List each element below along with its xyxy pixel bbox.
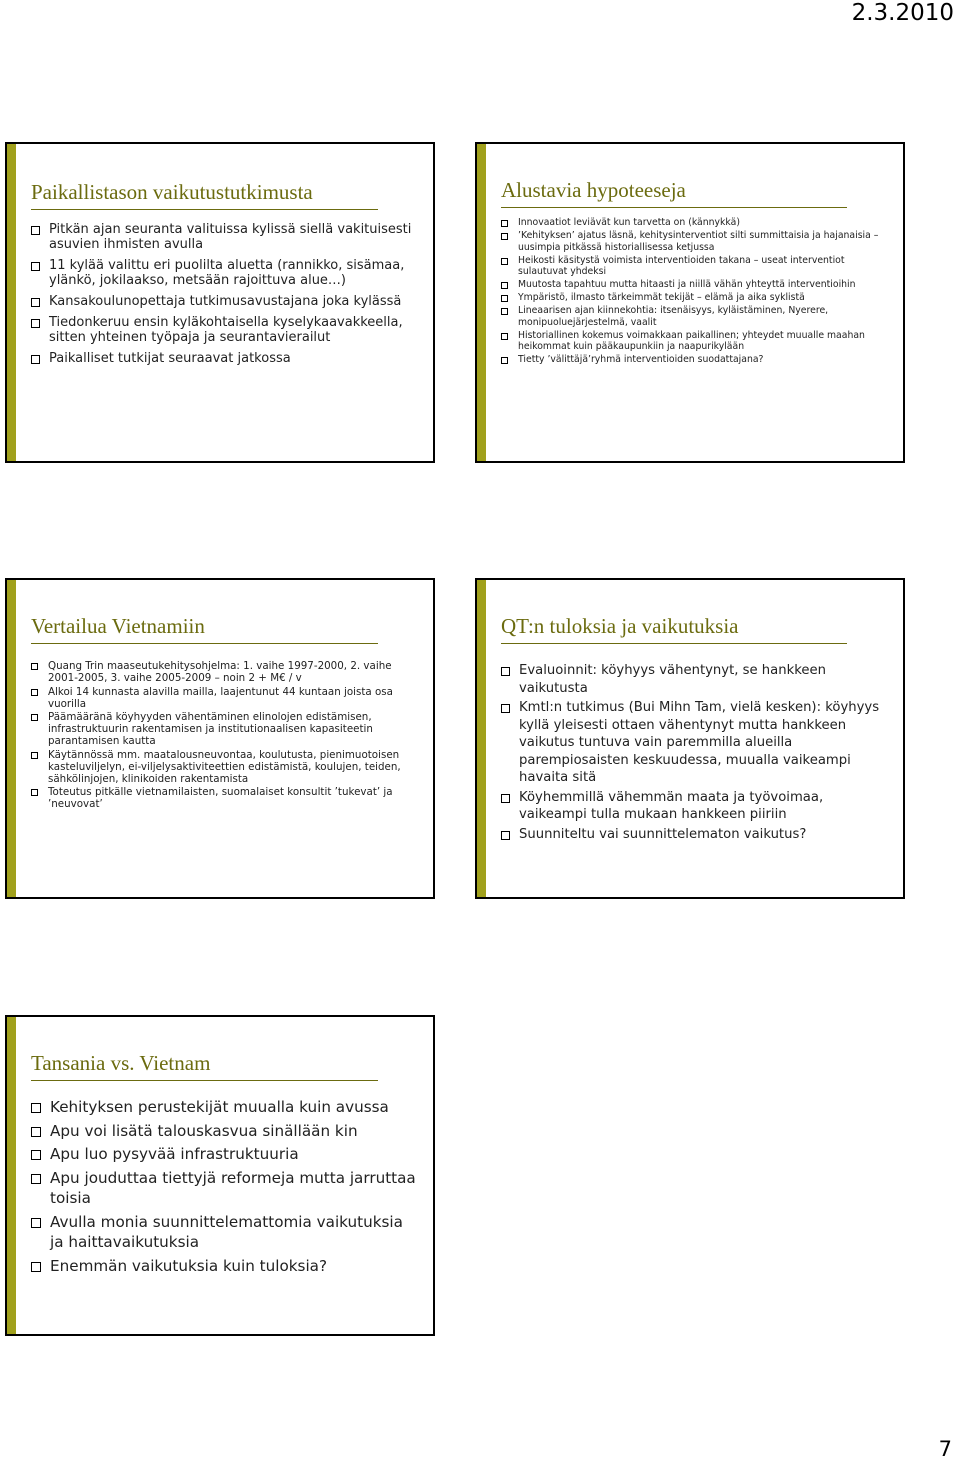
list-item — [31, 351, 419, 366]
list-item — [31, 222, 419, 252]
bullet-text: Suunniteltu vai suunnittelematon vaikutus? — [519, 826, 807, 842]
bullet-text: 11 kylää valittu eri puolilta aluetta (rannikko, sisämaa, ylänkö, jokilaakso, metsään rajoittuva alue…) — [49, 258, 405, 288]
square-bullet-icon — [501, 704, 510, 713]
bullet-text: Evaluoinnit: köyhyys vähentynyt, se hankkeen vaikutusta — [519, 663, 826, 696]
bullet-text: Kehityksen perustekijät muualla kuin avussa — [50, 1098, 389, 1116]
slide-vertailua-vietnamiin — [5, 578, 435, 899]
slide-title: Paikallistason vaikutustutkimusta — [31, 180, 378, 210]
page-date: 2.3.2010 — [851, 0, 954, 26]
slide-tansania-vs-vietnam — [5, 1015, 435, 1336]
list-item — [31, 1121, 419, 1142]
slide-alustavia-hypoteeseja — [475, 142, 905, 463]
list-item — [31, 1097, 419, 1118]
list-item — [501, 789, 889, 824]
square-bullet-icon — [31, 298, 40, 307]
slide-accent-bar — [7, 1017, 16, 1334]
slide-title: Alustavia hypoteeseja — [501, 178, 847, 208]
bullet-text: Alkoi 14 kunnasta alavilla mailla, laajentunut 44 kuntaan joista osa vuorilla — [48, 685, 393, 710]
list-item — [31, 1144, 419, 1165]
slide-title: Tansania vs. Vietnam — [31, 1051, 378, 1081]
bullet-list — [501, 662, 889, 843]
list-item — [31, 315, 419, 345]
list-item — [31, 294, 419, 309]
square-bullet-icon — [31, 689, 38, 696]
square-bullet-icon — [501, 667, 510, 676]
bullet-text: Quang Trin maaseutukehitysohjelma: 1. vaihe 1997-2000, 2. vaihe 2001-2005, 3. vaihe 2005-2009 – noin 2 + M€ / v — [48, 660, 392, 684]
square-bullet-icon — [501, 220, 508, 227]
square-bullet-icon — [31, 1127, 41, 1137]
bullet-list — [31, 660, 419, 810]
list-item — [31, 786, 419, 810]
square-bullet-icon — [501, 831, 510, 840]
list-item — [31, 1168, 419, 1209]
square-bullet-icon — [501, 295, 508, 302]
square-bullet-icon — [31, 789, 38, 796]
page-number: 7 — [938, 1437, 952, 1461]
slide-accent-bar — [477, 144, 486, 461]
list-item — [31, 686, 419, 710]
bullet-list — [501, 217, 889, 366]
list-item — [501, 305, 889, 328]
bullet-text: Tietty ’välittäjä’ryhmä interventioiden suodattajana? — [518, 354, 764, 365]
list-item — [31, 711, 419, 747]
bullet-text: Tiedonkeruu ensin kyläkohtaisella kyselykaavakkeella, sitten yhteinen työpaja ja seurantavierailut — [49, 315, 403, 345]
slide-accent-bar — [7, 144, 16, 461]
list-item — [31, 258, 419, 288]
bullet-list — [31, 222, 419, 366]
bullet-text: Pitkän ajan seuranta valituissa kylissä siellä vakituisesti asuvien ihmisten avulla — [49, 222, 412, 252]
bullet-text: Muutosta tapahtuu mutta hitaasti ja niillä vähän yhteyttä interventioihin — [518, 279, 856, 290]
square-bullet-icon — [31, 714, 38, 721]
square-bullet-icon — [31, 262, 40, 271]
square-bullet-icon — [31, 1218, 41, 1228]
square-bullet-icon — [501, 794, 510, 803]
square-bullet-icon — [31, 1103, 41, 1113]
bullet-list — [31, 1097, 419, 1276]
bullet-text: Apu jouduttaa tiettyjä reformeja mutta jarruttaa toisia — [50, 1168, 416, 1207]
list-item — [31, 1212, 419, 1253]
bullet-text: Enemmän vaikutuksia kuin tuloksia? — [50, 1256, 328, 1275]
bullet-text: Kmtl:n tutkimus (Bui Mihn Tam, vielä kesken): köyhyys kyllä yleisesti ottaen vähentynyt mutta hankkeen vaikutus tuntuva vain paremmilla alueilla parempiosaisten keskuudessa, muualla vaikeampi havaita sitä — [519, 700, 880, 785]
square-bullet-icon — [501, 357, 508, 364]
list-item — [501, 279, 889, 291]
square-bullet-icon — [31, 355, 40, 364]
slide-paikallistason-vaikutustutkimusta — [5, 142, 435, 463]
list-item — [501, 230, 889, 253]
bullet-text: Toteutus pitkälle vietnamilaisten, suomalaiset konsultit ’tukevat’ ja ’neuvovat’ — [48, 786, 393, 810]
bullet-text: ’Kehityksen’ ajatus läsnä, kehitysinterventiot silti summittaisia ja hajanaisia – uusimpia pitkässä historiallisessa ketjussa — [518, 230, 879, 253]
bullet-text: Avulla monia suunnittelemattomia vaikutuksia ja haittavaikutuksia — [50, 1212, 403, 1251]
bullet-text: Ympäristö, ilmasto tärkeimmät tekijät – elämä ja aika syklistä — [518, 292, 805, 303]
square-bullet-icon — [31, 1150, 41, 1160]
list-item — [501, 354, 889, 366]
bullet-text: Lineaarisen ajan kiinnekohtia: itsenäisyys, kyläistäminen, Nyerere, monipuoluejärjestelmä, vaalit — [518, 305, 829, 328]
square-bullet-icon — [31, 752, 38, 759]
square-bullet-icon — [501, 282, 508, 289]
square-bullet-icon — [31, 1174, 41, 1184]
list-item — [501, 292, 889, 304]
square-bullet-icon — [31, 663, 38, 670]
list-item — [31, 1256, 419, 1277]
list-item — [501, 699, 889, 787]
list-item — [31, 660, 419, 684]
list-item — [501, 255, 889, 278]
square-bullet-icon — [501, 233, 508, 240]
square-bullet-icon — [31, 1262, 41, 1272]
bullet-text: Apu luo pysyvää infrastruktuuria — [50, 1145, 299, 1163]
slide-accent-bar — [7, 580, 16, 897]
bullet-text: Innovaatiot leviävät kun tarvetta on (kännykkä) — [518, 217, 740, 228]
slide-title: QT:n tuloksia ja vaikutuksia — [501, 614, 847, 644]
bullet-text: Historiallinen kokemus voimakkaan paikallinen; yhteydet muualle maahan heikommat kuin pääkaupunkiin ja naapurikylään — [518, 329, 865, 352]
square-bullet-icon — [31, 226, 40, 235]
bullet-text: Käytännössä mm. maatalousneuvontaa, koulutusta, pienimuotoisen kasteluviljelyn, ei-viljelysaktiviteettien edistämistä, koulujen, teiden, sähkölinjojen, klinikoiden rakentamista — [48, 748, 401, 785]
list-item — [501, 662, 889, 697]
list-item — [501, 217, 889, 229]
square-bullet-icon — [31, 319, 40, 328]
square-bullet-icon — [501, 308, 508, 315]
slide-qt-tuloksia-ja-vaikutuksia — [475, 578, 905, 899]
list-item — [501, 330, 889, 353]
list-item — [31, 749, 419, 785]
bullet-text: Päämääränä köyhyyden vähentäminen elinolojen edistämisen, infrastruktuurin rakentamisen ja institutionaalisen kapasiteetin parantamisen kautta — [48, 711, 373, 747]
slide-title: Vertailua Vietnamiin — [31, 614, 378, 644]
bullet-text: Heikosti käsitystä voimista interventioiden takana – useat interventiot sulautuvat yhdeksi — [518, 254, 845, 277]
list-item — [501, 826, 889, 844]
slide-accent-bar — [477, 580, 486, 897]
square-bullet-icon — [501, 258, 508, 265]
bullet-text: Paikalliset tutkijat seuraavat jatkossa — [49, 351, 291, 366]
bullet-text: Kansakoulunopettaja tutkimusavustajana joka kylässä — [49, 294, 402, 309]
square-bullet-icon — [501, 333, 508, 340]
bullet-text: Köyhemmillä vähemmän maata ja työvoimaa, vaikeampi tulla mukaan hankkeen piiriin — [519, 789, 824, 822]
bullet-text: Apu voi lisätä talouskasvua sinällään kin — [50, 1121, 358, 1140]
